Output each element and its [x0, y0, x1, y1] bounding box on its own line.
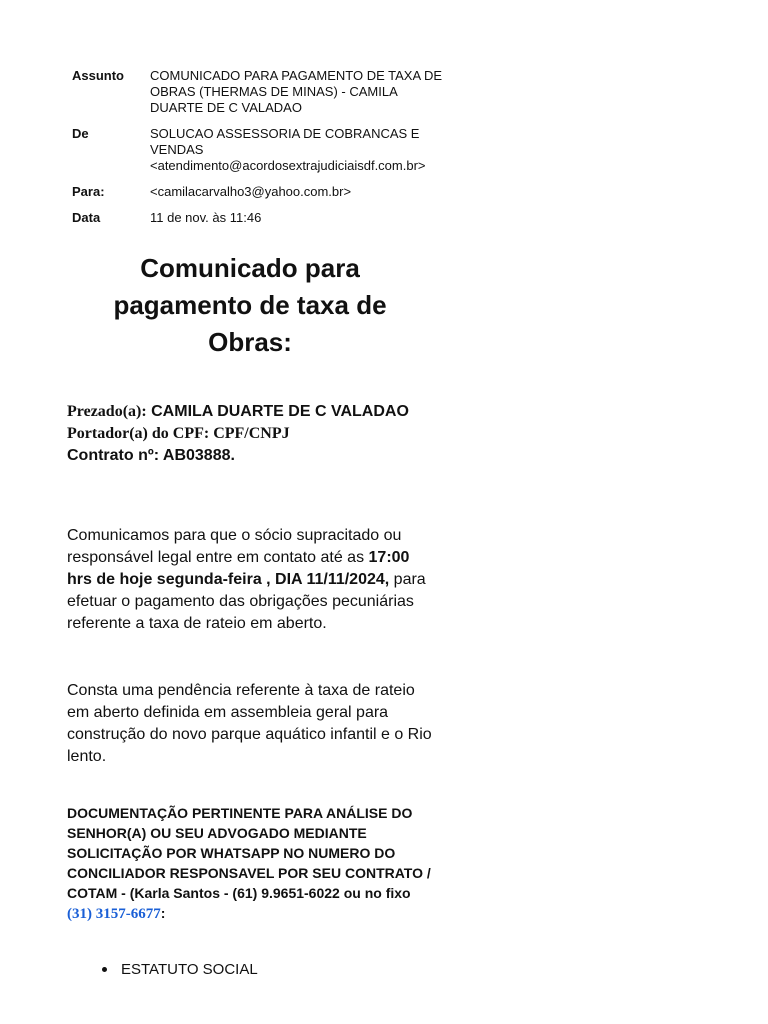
- contract-number: Contrato nº: AB03888.: [67, 447, 235, 464]
- phone-link[interactable]: (31) 3157-6677: [67, 906, 161, 922]
- email-header: [72, 68, 712, 236]
- header-row-from: [72, 126, 712, 184]
- paragraph-deadline: [67, 525, 437, 635]
- recipient-block: [67, 401, 427, 467]
- recipient-name: CAMILA DUARTE DE C VALADAO: [151, 403, 409, 420]
- documents-list: [102, 960, 258, 980]
- header-label-subject: Assunto: [72, 68, 124, 83]
- header-row-to: [72, 184, 712, 210]
- paragraph-deadline-part1: Comunicamos para que o sócio supracitado ou responsável legal entre em contato até as: [67, 527, 402, 566]
- list-item-label: ESTATUTO SOCIAL: [121, 961, 258, 978]
- page-title: Comunicado para pagamento de taxa de Obras:: [113, 253, 387, 357]
- list-item: [102, 960, 258, 980]
- documentation-notice: [67, 803, 439, 924]
- documentation-text: DOCUMENTAÇÃO PERTINENTE PARA ANÁLISE DO SENHOR(A) OU SEU ADVOGADO MEDIANTE SOLICITAÇÃO POR WHATSAPP NO NUMERO DO CONCILIADOR RESPONSAVEL POR SEU CONTRATO / COTAM - (Karla Santos - (61) 9.9651-6022 ou no fixo: [67, 805, 431, 901]
- paragraph-pending: Consta uma pendência referente à taxa de rateio em aberto definida em assembleia geral para construção do novo parque aquático infantil e o Rio lento.: [67, 682, 432, 765]
- header-value-from: SOLUCAO ASSESSORIA DE COBRANCAS E VENDAS <atendimento@acordosextrajudiciaisdf.com.br>: [150, 126, 426, 173]
- header-value-subject: COMUNICADO PARA PAGAMENTO DE TAXA DE OBRAS (THERMAS DE MINAS) - CAMILA DUARTE DE C VALADAO: [150, 68, 443, 115]
- deadline-highlight: 17:00 hrs de hoje segunda-feira , DIA 11/11/2024,: [67, 549, 410, 588]
- header-row-date: [72, 210, 712, 236]
- cpf-line: Portador(a) do CPF: CPF/CNPJ: [67, 425, 290, 442]
- prezado-label: Prezado(a):: [67, 403, 147, 420]
- header-value-date: 11 de nov. às 11:46: [150, 210, 262, 225]
- prezado-line: [67, 401, 427, 423]
- bullet-icon: [102, 967, 107, 972]
- documentation-suffix: :: [160, 905, 166, 921]
- header-label-to: Para:: [72, 184, 105, 199]
- header-value-to: <camilacarvalho3@yahoo.com.br>: [150, 184, 352, 199]
- header-label-date: Data: [72, 210, 101, 225]
- header-label-from: De: [72, 126, 89, 141]
- paragraph-deadline-part2: para efetuar o pagamento das obrigações pecuniárias referente a taxa de rateio em aberto.: [67, 571, 426, 632]
- header-row-subject: [72, 68, 712, 126]
